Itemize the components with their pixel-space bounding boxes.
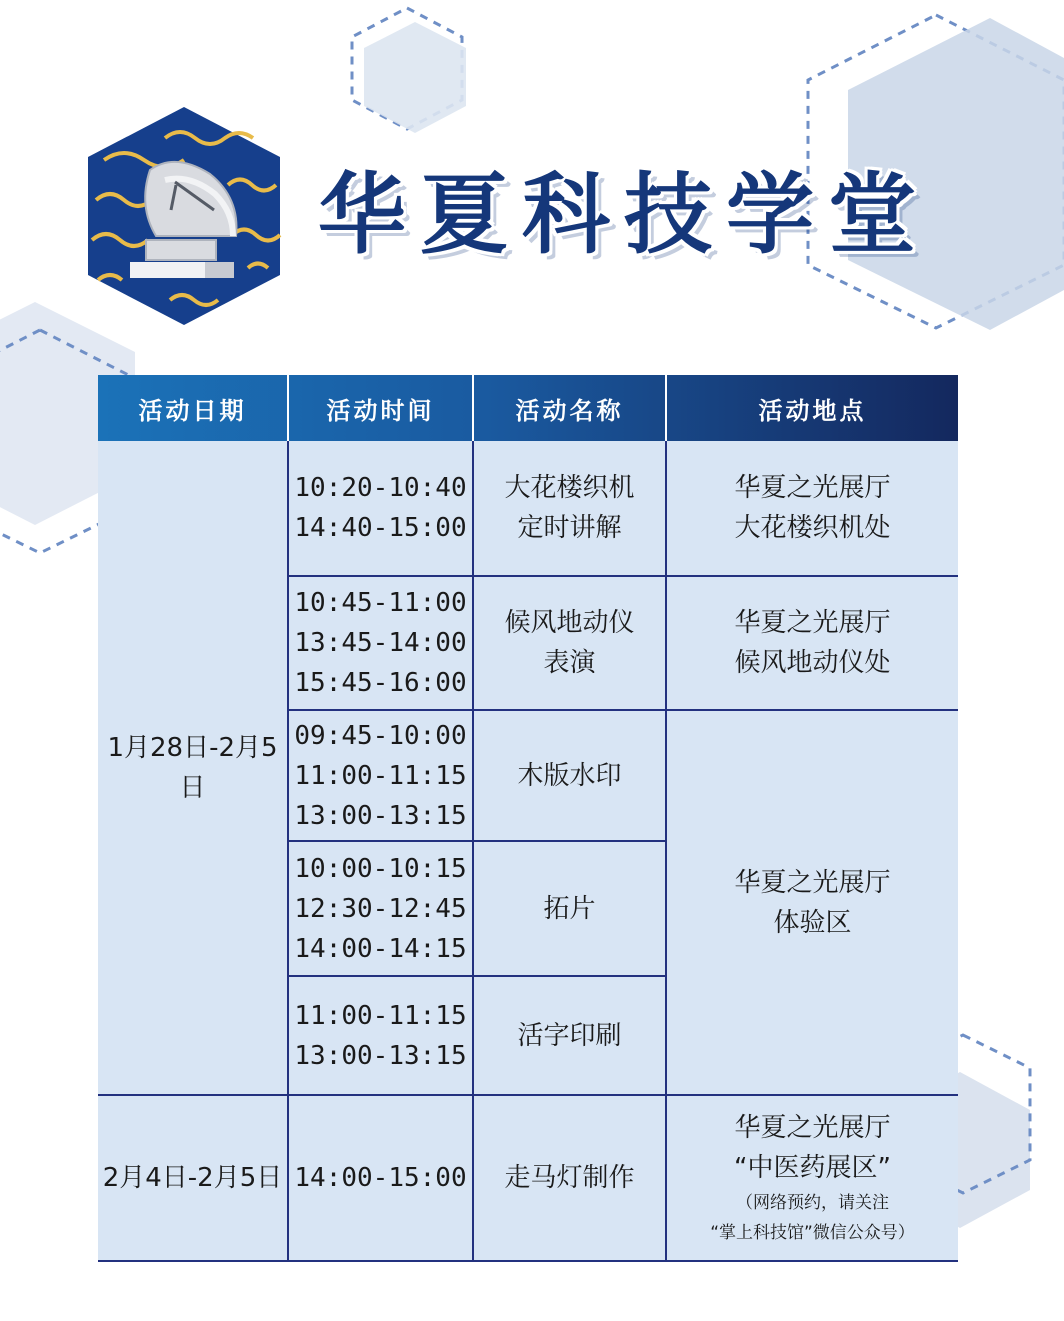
location-cell [666, 710, 958, 1095]
table-header-row [98, 375, 958, 441]
time-cell [288, 441, 473, 576]
time-cell [288, 710, 473, 841]
activity-cell [473, 841, 666, 976]
time-cell [288, 1095, 473, 1261]
location-note: “掌上科技馆”微信公众号） [710, 1223, 915, 1243]
header-date: 活动日期 [138, 396, 247, 425]
date-cell: 2月4日-2月5日 [98, 1095, 288, 1261]
activity-name: 大花楼织机 [504, 473, 635, 503]
activity-name: 走马灯制作 [504, 1163, 635, 1193]
table-row [98, 1095, 958, 1261]
header-activity: 活动名称 [473, 375, 666, 441]
time-cell [288, 841, 473, 976]
radio-telescope-icon [88, 107, 280, 325]
location-text: 华夏之光展厅 [734, 608, 891, 638]
time-slot: 11:00-11:15 [294, 760, 467, 791]
time-slot: 14:40-15:00 [294, 513, 467, 543]
page-title: 华夏科技学堂 [318, 163, 931, 266]
activity-name: 表演 [543, 648, 596, 678]
time-slot: 10:00-10:15 [294, 853, 467, 884]
table-row [98, 441, 958, 576]
schedule-table [98, 375, 958, 1262]
time-cell [288, 576, 473, 710]
date-cell: 1月28日-2月5日 [98, 441, 288, 1095]
location-text: “中医药展区” [734, 1153, 891, 1183]
activity-cell [473, 1095, 666, 1261]
time-slot: 13:00-13:15 [294, 800, 467, 831]
header-location: 活动地点 [666, 375, 958, 441]
hexagon-shape [364, 22, 466, 133]
activity-name: 定时讲解 [517, 513, 622, 543]
time-slot: 13:45-14:00 [294, 628, 467, 658]
time-slot: 13:00-13:15 [294, 1040, 467, 1071]
activity-cell [473, 441, 666, 576]
time-slot: 15:45-16:00 [294, 668, 467, 698]
activity-cell [473, 976, 666, 1095]
time-slot: 10:45-11:00 [294, 588, 467, 618]
location-cell [666, 576, 958, 710]
location-text: 华夏之光展厅 [734, 867, 891, 898]
time-slot: 14:00-14:15 [294, 933, 467, 964]
activity-name: 候风地动仪 [504, 608, 635, 638]
activity-name: 拓片 [543, 893, 596, 924]
header-time: 活动时间 [288, 375, 473, 441]
time-slot: 14:00-15:00 [294, 1163, 467, 1193]
location-text: 华夏之光展厅 [734, 1113, 891, 1143]
time-cell [288, 976, 473, 1095]
activity-cell [473, 576, 666, 710]
activity-cell [473, 710, 666, 841]
activity-name: 活字印刷 [517, 1020, 622, 1051]
location-text: 大花楼织机处 [734, 513, 891, 543]
activity-name: 木版水印 [517, 760, 622, 791]
location-cell [666, 441, 958, 576]
location-text: 华夏之光展厅 [734, 473, 891, 503]
time-slot: 11:00-11:15 [294, 1000, 467, 1031]
time-slot: 10:20-10:40 [294, 473, 467, 503]
location-text: 候风地动仪处 [734, 648, 891, 678]
location-cell [666, 1095, 958, 1261]
location-text: 体验区 [773, 907, 852, 938]
location-note: （网络预约，请关注 [736, 1193, 889, 1213]
time-slot: 12:30-12:45 [294, 893, 467, 924]
time-slot: 09:45-10:00 [294, 720, 467, 751]
